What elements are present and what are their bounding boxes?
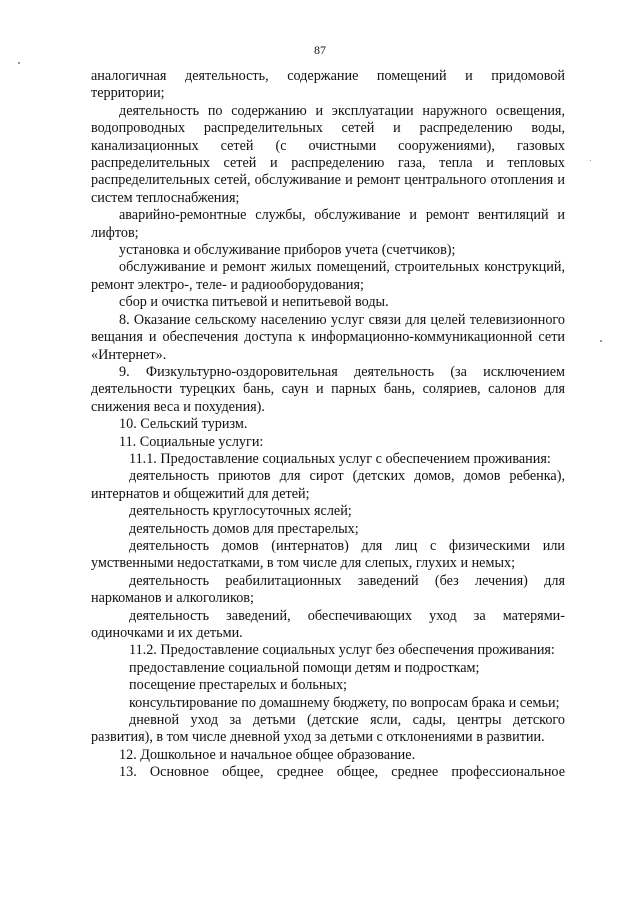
paragraph: 13. Основное общее, среднее общее, среднее профессиональное [119,764,565,781]
paragraph: посещение престарелых и больных; [129,677,347,694]
paragraph: 11.2. Предоставление социальных услуг без обеспечения проживания: [129,642,555,659]
paragraph: деятельность домов (интернатов) для лиц с физическими или умственными недостатками, в том числе для слепых, глухих и немых; [91,537,565,572]
paragraph: деятельность приютов для сирот (детских домов, домов ребенка), интернатов и общежитий для детей; [91,468,565,502]
paragraph: деятельность заведений, обеспечивающих уход за матерями-одиночками и их детьми. [91,607,565,641]
paragraph: 9. Физкультурно-оздоровительная деятельность (за исключением деятельности турецких бань, саун и парных бань, соляриев, салонов для снижения веса и похудения). [91,363,565,415]
document-body [91,68,565,782]
paragraph: обслуживание и ремонт жилых помещений, строительных конструкций, ремонт электро-, теле- и радиооборудования; [91,259,565,293]
paragraph: 11.1. Предоставление социальных услуг с обеспечением проживания: [129,450,551,467]
paragraph: деятельность домов для престарелых; [129,520,359,537]
paragraph: аналогичная деятельность, содержание помещений и придомовой территории; [91,68,565,102]
paragraph: деятельность по содержанию и эксплуатации наружного освещения, водопроводных распределительных сетей и распределению воды, канализационных сетей (с очистными сооружениями), газовых распределительных сетей и распределению газа, тепла и тепловых распределительных сетей, обслуживание и ремонт центрального отопления и систем теплоснабжения; [91,102,565,206]
paragraph: аварийно-ремонтные службы, обслуживание и ремонт вентиляций и лифтов; [91,207,565,241]
paragraph: консультирование по домашнему бюджету, по вопросам брака и семьи; [129,694,560,711]
paragraph: установка и обслуживание приборов учета (счетчиков); [119,242,456,259]
paragraph: 8. Оказание сельскому населению услуг связи для целей телевизионного вещания и обеспечения доступа к информационно-коммуникационной сети «Интернет». [91,311,565,363]
paragraph: сбор и очистка питьевой и непитьевой воды. [119,294,389,311]
paragraph: 12. Дошкольное и начальное общее образование. [119,746,416,763]
paragraph: деятельность реабилитационных заведений (без лечения) для наркоманов и алкоголиков; [91,572,565,607]
page-number: 87 [314,43,326,57]
paragraph: предоставление социальной помощи детям и подросткам; [129,659,480,676]
scan-speck [600,340,602,342]
paragraph: 10. Сельский туризм. [119,416,248,433]
scan-speck [18,62,20,64]
paragraph: деятельность круглосуточных яслей; [129,503,352,520]
paragraph: дневной уход за детьми (детские ясли, сады, центры детского развития), в том числе дневной уход за детьми с отклонениями в развитии. [91,712,565,746]
scan-speck [590,160,591,161]
paragraph: 11. Социальные услуги: [119,433,264,450]
